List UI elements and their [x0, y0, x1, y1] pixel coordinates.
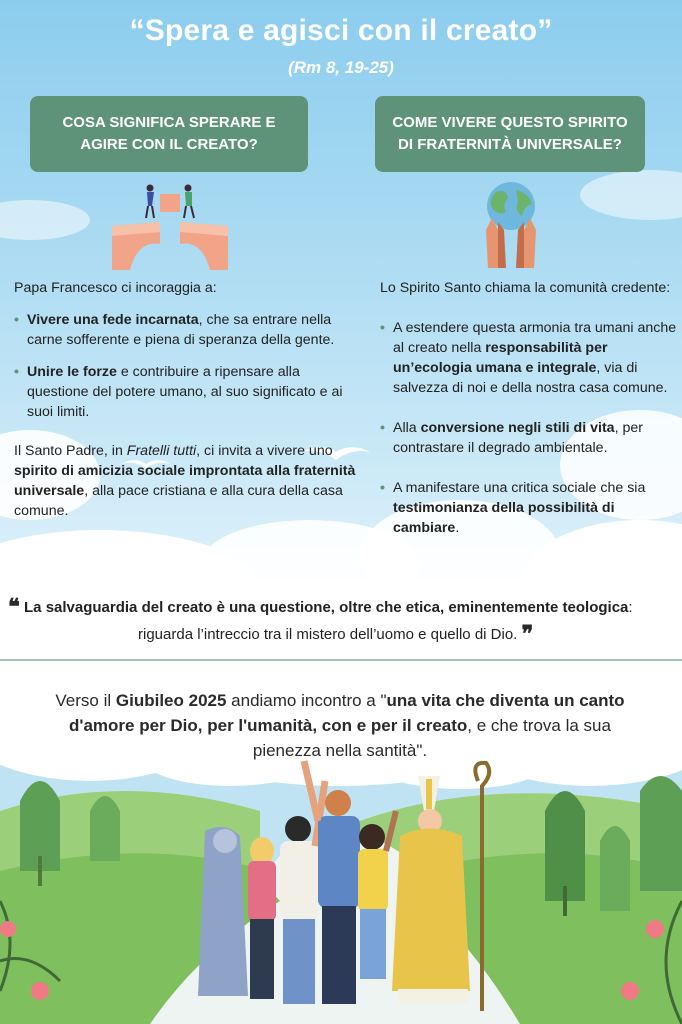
quote-line2-wrap — [8, 621, 678, 648]
bullet-text: , che sa entrare nella carne sofferente e piena di speranza della gente. — [27, 312, 335, 348]
bullet-text: A manifestare una critica sociale che sia — [393, 480, 646, 496]
list-item — [14, 362, 359, 422]
bullet-text: A estendere questa armonia tra umani anche al creato nella — [393, 320, 677, 356]
bullet-text: . — [455, 520, 460, 536]
question-box-right — [375, 96, 645, 172]
right-column — [380, 278, 680, 538]
para-bold: spirito di amicizia sociale improntata alla fraternità universale — [14, 463, 356, 499]
para-italic: Fratelli tutti — [126, 443, 197, 459]
para-text: Il Santo Padre, in — [14, 443, 127, 459]
jubilee-start: Verso il — [55, 691, 116, 710]
globe-hands-icon — [478, 180, 544, 270]
bullet-text: , per contrastare il degrado ambientale. — [393, 420, 643, 456]
quote-bold: La salvaguardia del creato è una questione, oltre che etica, eminentemente teologica — [24, 599, 629, 616]
cloud — [580, 170, 682, 220]
quote-block — [8, 594, 678, 648]
bridge-people-icon — [108, 182, 232, 272]
bullet-bold: Vivere una fede incarnata — [27, 312, 199, 328]
para-text: , alla pace cristiana e alla cura della casa comune. — [14, 483, 343, 519]
para-text: , ci invita a vivere uno — [196, 443, 333, 459]
question-left-text: COSA SIGNIFICA SPERARE E AGIRE CON IL CREATO? — [62, 114, 276, 153]
bullet-bold: Unire le forze — [27, 364, 117, 380]
jubilee-bold: Giubileo 2025 — [115, 691, 227, 710]
left-column — [14, 278, 359, 521]
close-quote-icon: ❞ — [521, 621, 534, 647]
bullet-text: e contribuire a ripensare alla questione del potere umano, al suo significato e ai suoi limiti. — [27, 364, 343, 420]
list-item — [14, 310, 359, 350]
left-intro: Papa Francesco ci incoraggia a: — [14, 280, 217, 296]
jubilee-text — [40, 688, 640, 763]
bible-reference: (Rm 8, 19-25) — [288, 58, 394, 77]
cloud — [0, 200, 90, 240]
bullet-text: Alla — [393, 420, 421, 436]
open-quote-icon: ❝ — [8, 594, 20, 620]
page-title: “Spera e agisci con il creato” — [129, 14, 553, 47]
list-item — [380, 478, 680, 538]
bullet-text: , via di salvezza di noi e della nostra casa comune. — [393, 360, 668, 396]
right-intro: Lo Spirito Santo chiama la comunità credente: — [380, 280, 671, 296]
jubilee-mid: andiamo incontro a " — [226, 691, 387, 710]
question-box-left — [30, 96, 308, 172]
left-bullet-list — [14, 310, 359, 422]
jubilee-bold: una vita che diventa un canto d'amore per Dio, per l'umanità, con e per il creato — [69, 691, 625, 735]
jubilee-end: , e che trova la sua pienezza nella santità". — [252, 716, 611, 760]
list-item — [380, 318, 680, 398]
bullet-bold: responsabilità per un’ecologia umana e integrale — [393, 340, 608, 376]
bullet-bold: testimonianza della possibilità di cambiare — [393, 500, 615, 536]
quote-colon: : — [628, 599, 633, 616]
right-bullet-list — [380, 318, 680, 538]
quote-line2: riguarda l’intreccio tra il mistero dell’uomo e quello di Dio. — [138, 626, 518, 643]
list-item — [380, 418, 680, 458]
bullet-bold: conversione negli stili di vita — [420, 420, 615, 436]
left-paragraph — [14, 441, 359, 521]
question-right-text: COME VIVERE QUESTO SPIRITO DI FRATERNITÀ UNIVERSALE? — [392, 114, 628, 153]
